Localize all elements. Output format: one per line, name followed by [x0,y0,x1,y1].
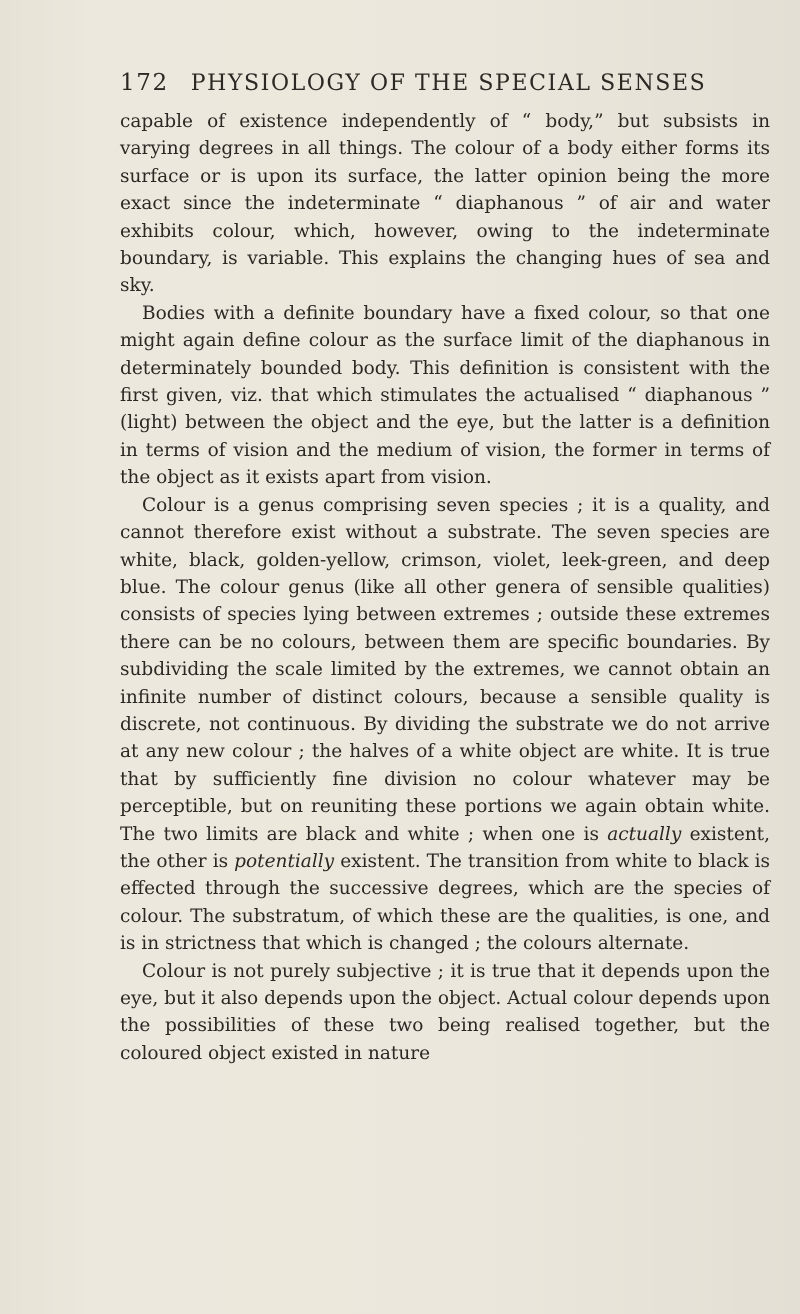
paragraph-1: capable of existence independently of “ body,” but subsists in varying degrees in all things. The colour of a body either forms its surface or is upon its surface, the latter opinion being the more exact since the indeterminate “ diaphanous ” of air and water exhibits colour, which, however, owing to the indeterminate boundary, is variable. This explains the changing hues of sea and sky. [120,111,770,297]
paragraph-3-text-b: existent, the other is [120,823,770,872]
emphasis-actually: actually [607,823,682,845]
paragraph-2: Bodies with a definite boundary have a fixed colour, so that one might again define colour as the surface limit of the diaphanous in determinately bounded body. This definition is consistent with the first given, viz. that which stimulates the actualised “ diaphanous ” (light) between the object and the eye, but the latter is a definition in terms of vision and the medium of vision, the former in terms of the object as it exists apart from vision. [120,302,770,489]
running-head [120,70,770,96]
emphasis-potentially: potentially [234,850,335,872]
page-number: 172 [120,70,169,96]
paragraph-3-text-c: existent. The transition from white to black is effected through the successive degrees, which are the species of colour. The substratum, of which these are the qualities, is one, and is in strictness that which is changed ; the colours alternate. [120,850,770,955]
paragraph-3-text-a: Colour is a genus comprising seven species ; it is a quality, and cannot therefore exist without a substrate. The seven species are white, black, golden-yellow, crimson, violet, leek-green, and deep blue. The colour genus (like all other genera of sensible qualities) consists of species lying between extremes ; outside these extremes there can be no colours, between them are specific boundaries. By subdividing the scale limited by the extremes, we cannot obtain an infinite number of distinct colours, because a sensible quality is discrete, not continuous. By dividing the substrate we do not arrive at any new colour ; the halves of a white object are white. It is true that by sufficiently fine division no colour whatever may be perceptible, but on reuniting these portions we again obtain white. The two limits are black and white ; when one is [120,494,770,845]
body-text [120,108,770,1067]
running-title: PHYSIOLOGY OF THE SPECIAL SENSES [190,71,707,96]
paragraph-4: Colour is not purely subjective ; it is true that it depends upon the eye, but it also depends upon the object. Actual colour depends upon the possibilities of these two being realised together, but the coloured object existed in nature [120,960,770,1064]
paragraph-3 [120,492,770,958]
